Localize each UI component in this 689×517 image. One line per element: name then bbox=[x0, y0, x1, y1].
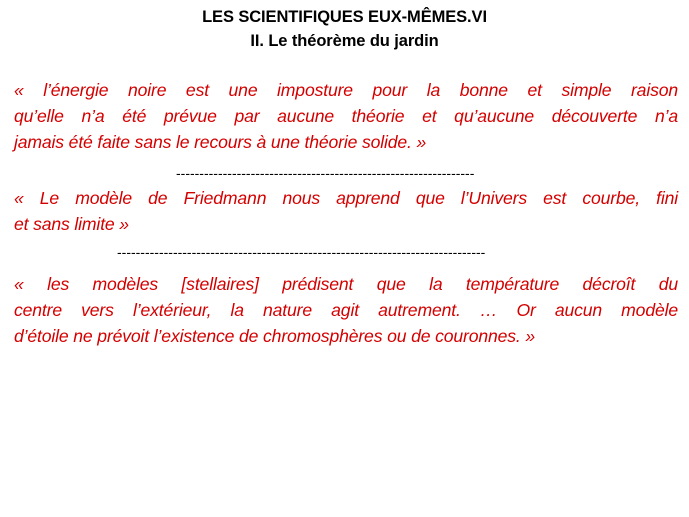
quote-line: d’étoile ne prévoit l’existence de chromosphères ou de couronnes. » bbox=[14, 326, 536, 346]
quote-stellar-models bbox=[14, 271, 678, 349]
quote-friedmann bbox=[14, 185, 678, 237]
quote-line: « Le modèle de Friedmann nous apprend que l’Univers est courbe, fini bbox=[14, 188, 678, 208]
quote-dark-energy bbox=[14, 77, 678, 155]
separator-line: ---------------------------------------------------------------- bbox=[176, 165, 475, 181]
quote-line: jamais été faite sans le recours à une théorie solide. » bbox=[14, 132, 427, 152]
slide-subtitle: II. Le théorème du jardin bbox=[250, 32, 439, 50]
quote-line: et sans limite » bbox=[14, 214, 129, 234]
quote-line: qu’elle n’a été prévue par aucune théorie et qu’aucune découverte n’a bbox=[14, 106, 678, 126]
slide-title: LES SCIENTIFIQUES EUX-MÊMES.VI bbox=[202, 8, 487, 26]
quote-line: centre vers l’extérieur, la nature agit autrement. … Or aucun modèle bbox=[14, 300, 678, 320]
quote-line: « les modèles [stellaires] prédisent que la température décroît du bbox=[14, 274, 678, 294]
quote-line: « l’énergie noire est une imposture pour la bonne et simple raison bbox=[14, 80, 678, 100]
separator-line: ------------------------------------------------------------------------------- bbox=[117, 244, 486, 260]
